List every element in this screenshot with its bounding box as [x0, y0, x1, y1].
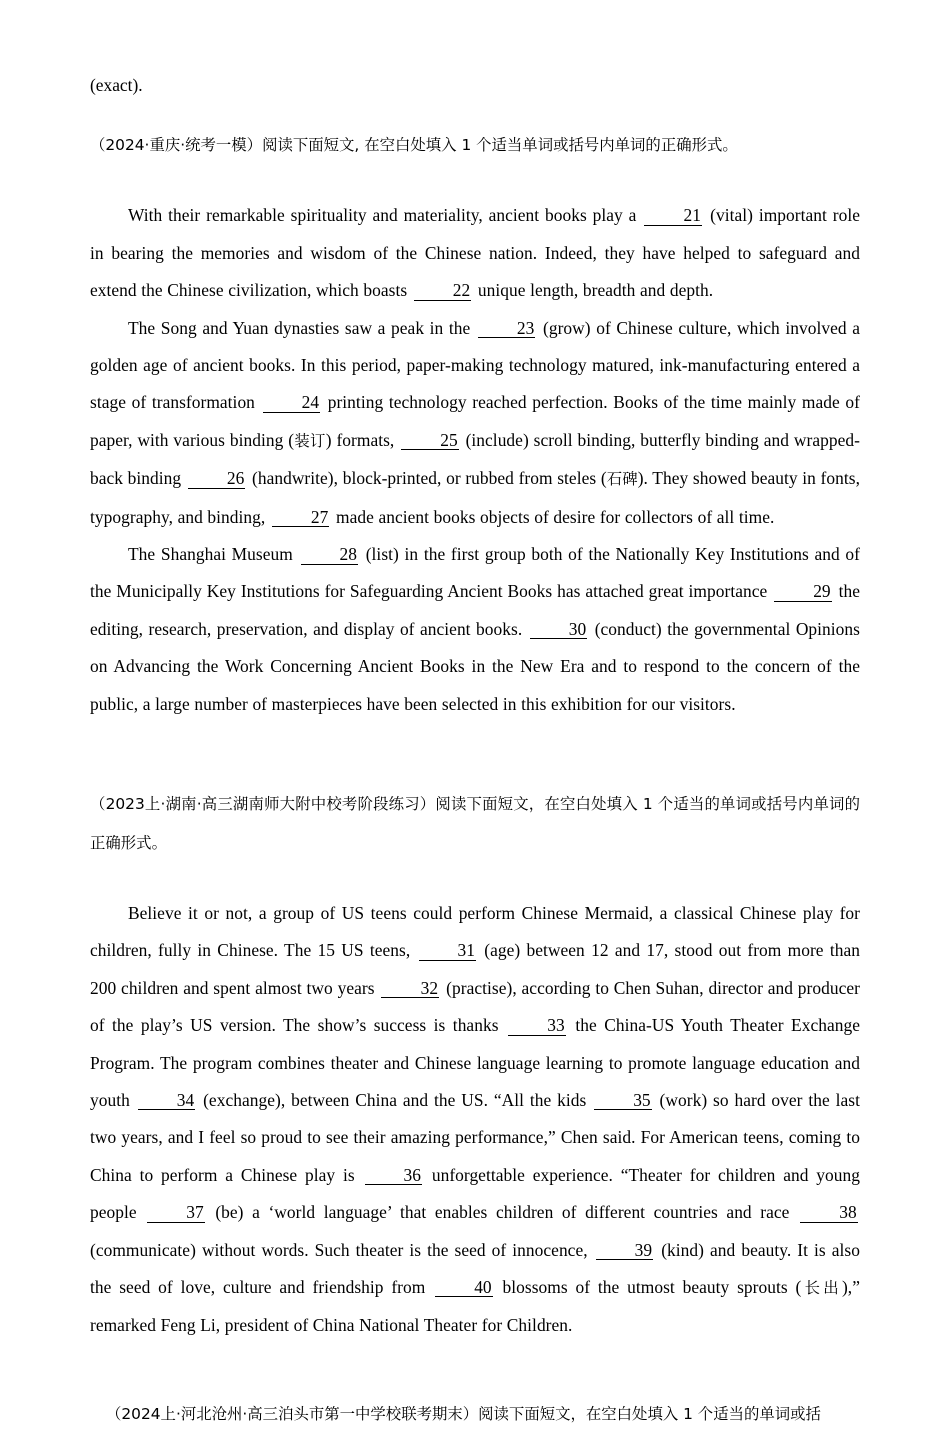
answer-blank-39[interactable]: 39	[596, 1241, 654, 1260]
answer-blank-40[interactable]: 40	[435, 1278, 493, 1297]
cjk-gloss: 石碑	[606, 470, 638, 489]
answer-blank-36[interactable]: 36	[365, 1166, 423, 1185]
answer-blank-22[interactable]: 22	[414, 281, 472, 300]
document-body	[90, 126, 860, 1433]
paragraph-group-hunan	[90, 895, 860, 1345]
answer-blank-23[interactable]: 23	[478, 319, 536, 338]
answer-blank-34[interactable]: 34	[138, 1091, 196, 1110]
answer-blank-27[interactable]: 27	[272, 508, 330, 527]
answer-blank-25[interactable]: 25	[401, 431, 459, 450]
cjk-gloss: 装订	[294, 431, 326, 450]
prompt-hebei: （2024上·河北沧州·高三泊头市第一中学校联考期末）阅读下面短文，在空白处填入 1 个适当的单词或括	[106, 1404, 821, 1423]
prompt-chongqing: （2024·重庆·统考一模）阅读下面短文, 在空白处填入 1 个适当单词或括号内单词的正确形式。	[90, 136, 738, 154]
orphan-text-line: (exact).	[90, 75, 143, 95]
paragraph-1: With their remarkable spirituality and materiality, ancient books play a 21 (vital) important role in bearing the memories and wisdom of the Chinese nation. Indeed, they have helped to safeguard and extend the Chinese civilization, which boasts 22 unique length, breadth and depth.	[90, 205, 860, 301]
paragraph-4: Believe it or not, a group of US teens could perform Chinese Mermaid, a classical Chinese play for children, fully in Chinese. The 15 US teens, 31 (age) between 12 and 17, stood out from more than 200 children and spent almost two years 32 (practise), according to Chen Suhan, director and producer of the play’s US version. The show’s success is thanks 33 the China-US Youth Theater Exchange Program. The program combines theater and Chinese language learning to promote language education and youth 34 (exchange), between China and the US. “All the kids 35 (work) so hard over the last two years, and I feel so proud to see their amazing performance,” Chen said. For American teens, coming to China to perform a Chinese play is 36 unforgettable experience. “Theater for children and young people 37 (be) a ‘world language’ that enables children of different countries and race 38 (communicate) without words. Such theater is the seed of innocence, 39 (kind) and beauty. It is also the seed of love, culture and friendship from 40 blossoms of the utmost beauty sprouts (长出),” remarked Feng Li, president of China National Theater for Children.	[90, 902, 861, 1336]
answer-blank-31[interactable]: 31	[419, 941, 477, 960]
paragraph-group-chongqing	[90, 197, 860, 723]
spacer	[90, 1345, 860, 1395]
prompt-hunan: （2023上·湖南·高三湖南师大附中校考阶段练习）阅读下面短文，在空白处填入 1 个适当的单词或括号内单词的正确形式。	[90, 795, 860, 852]
answer-blank-24[interactable]: 24	[263, 393, 321, 412]
paragraph-2: The Song and Yuan dynasties saw a peak in the 23 (grow) of Chinese culture, which involved a golden age of ancient books. In this period, paper-making technology matured, ink-manufacturing entered a stage of transformation 24 printing technology reached perfection. Books of the time mainly made of paper, with various binding (装订) formats, 25 (include) scroll binding, butterfly binding and wrapped-back binding 26 (handwrite), block-printed, or rubbed from steles (石碑). They showed beauty in fonts, typography, and binding, 27 made ancient books objects of desire for collectors of all time.	[90, 317, 860, 527]
answer-blank-26[interactable]: 26	[188, 469, 246, 488]
spacer	[90, 723, 860, 785]
answer-blank-37[interactable]: 37	[147, 1203, 205, 1222]
answer-blank-29[interactable]: 29	[774, 582, 832, 601]
answer-blank-32[interactable]: 32	[381, 979, 439, 998]
answer-blank-35[interactable]: 35	[594, 1091, 652, 1110]
answer-blank-30[interactable]: 30	[530, 620, 588, 639]
spacer	[90, 164, 860, 197]
answer-blank-28[interactable]: 28	[301, 545, 359, 564]
paragraph-3: The Shanghai Museum 28 (list) in the first group both of the Nationally Key Institutions and of the Municipally Key Institutions for Safeguarding Ancient Books has attached great importance 29 the editing, research, preservation, and display of ancient books. 30 (conduct) the governmental Opinions on Advancing the Work Concerning Ancient Books in the New Era and to respond to the concern of the public, a large number of masterpieces have been selected in this exhibition for our visitors.	[90, 544, 860, 714]
answer-blank-33[interactable]: 33	[508, 1016, 566, 1035]
cjk-gloss: 长出	[801, 1278, 842, 1297]
answer-blank-21[interactable]: 21	[644, 206, 702, 225]
spacer	[90, 862, 860, 895]
answer-blank-38[interactable]: 38	[800, 1203, 858, 1222]
